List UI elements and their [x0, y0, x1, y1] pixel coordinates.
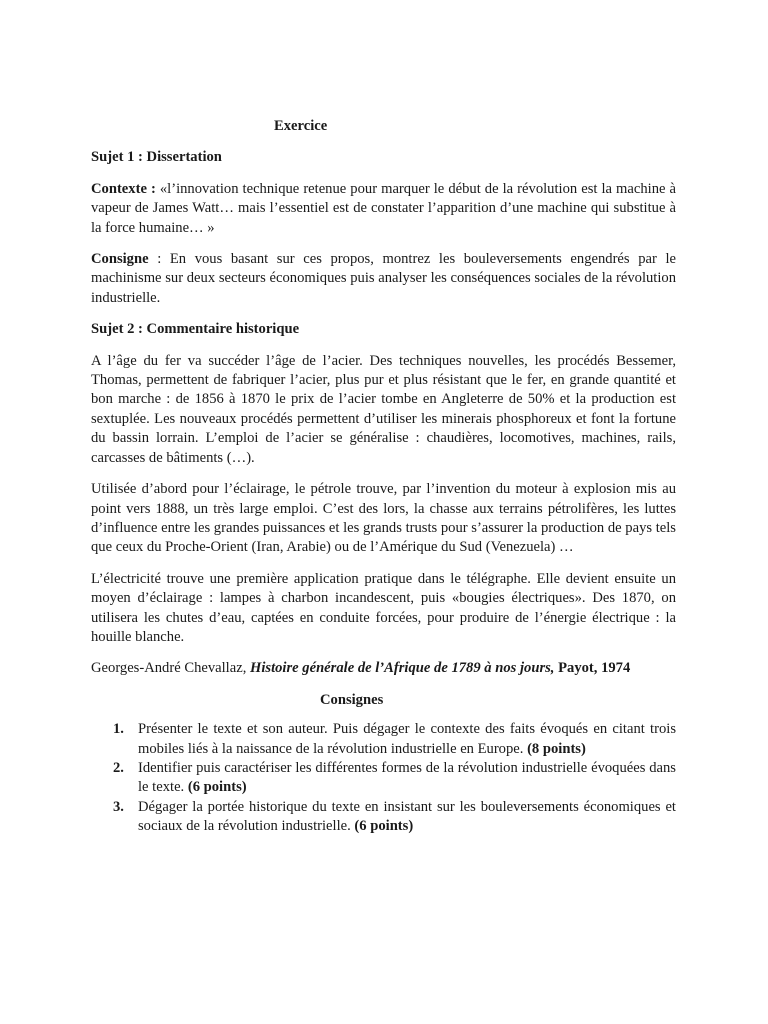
consigne-number: 3. — [113, 798, 124, 815]
contexte-label: Contexte : — [91, 180, 156, 197]
consigne-item-text: Identifier puis caractériser les différentes formes de la révolution industrielle évoquées dans le texte. — [138, 759, 676, 796]
source-citation — [91, 659, 676, 678]
sujet2-paragraph-3: L’électricité trouve une première application pratique dans le télégraphe. Elle devient ensuite un moyen d’éclairage : lampes à charbon incandescent, puis «bougies électriques». Des 1870, on utilisera les chutes d’eau, captées en conduite forcées, pour produire de l’énergie électrique : la houille blanche. — [91, 570, 676, 645]
source-title: Histoire générale de l’Afrique de 1789 à nos jours, — [250, 660, 555, 677]
consignes-title: Consignes — [320, 691, 384, 708]
consigne-item-text: Présenter le texte et son auteur. Puis dégager le contexte des faits évoqués en citant trois mobiles liés à la naissance de la révolution industrielle en Europe. — [138, 721, 676, 757]
contexte-text: «l’innovation technique retenue pour marquer le début de la révolution est la machine à vapeur de James Watt… mais l’essentiel est de constater l’apparition d’une machine qui substitue à la force humaine… » — [91, 180, 676, 236]
consignes-list — [91, 720, 676, 836]
sujet2-paragraph-1: A l’âge du fer va succéder l’âge de l’acier. Des techniques nouvelles, les procédés Bessemer, Thomas, permettent de fabriquer l’acier, plus pur et plus résistant que le fer, en grande quantité et bon marche : de 1856 à 1870 le prix de l’acier tombe en Angleterre de 50% et la production est sextuplée. Les nouveaux procédés permettent d’utiliser les minerais phosphoreux et font la fortune du bassin lorrain. L’emploi de l’acier se généralise : chaudières, locomotives, machines, rails, carcasses de bâtiments (…). — [91, 352, 676, 466]
sujet1-contexte — [91, 180, 676, 238]
source-publisher: Payot, 1974 — [554, 660, 631, 677]
sujet1-heading: Sujet 1 : Dissertation — [91, 149, 222, 166]
consigne-points: (8 points) — [527, 740, 586, 757]
document-page — [91, 117, 676, 837]
consigne-item-text: Dégager la portée historique du texte en insistant sur les bouleversements économiques et sociaux de la révolution industrielle. — [138, 798, 676, 835]
sujet2-heading: Sujet 2 : Commentaire historique — [91, 321, 300, 338]
source-author: Georges-André Chevallaz, — [91, 660, 250, 677]
document-title: Exercice — [274, 118, 328, 134]
sujet1-consigne — [91, 250, 676, 308]
consigne-item — [91, 720, 676, 759]
consigne-label: Consigne — [91, 251, 149, 268]
consigne-item — [91, 759, 676, 798]
sujet2-paragraph-2: Utilisée d’abord pour l’éclairage, le pétrole trouve, par l’invention du moteur à explosion mis au point vers 1888, un très large emploi. C’est des lors, la chasse aux terrains pétrolifères, les luttes d’influence entre les grandes puissances et les grands trusts pour s’assurer la production de pays tels que ceux du Proche-Orient (Iran, Arabie) ou de l’Amérique du Sud (Venezuela) … — [91, 481, 676, 556]
consigne-points: (6 points) — [354, 818, 414, 835]
consigne-number: 1. — [113, 721, 124, 738]
consigne-text: : En vous basant sur ces propos, montrez les bouleversements engendrés par le machinisme sur deux secteurs économiques puis analyser les conséquences sociales de la révolution industrielle. — [91, 251, 676, 306]
consigne-number: 2. — [113, 759, 124, 776]
consigne-points: (6 points) — [187, 779, 247, 796]
consigne-item — [91, 798, 676, 837]
